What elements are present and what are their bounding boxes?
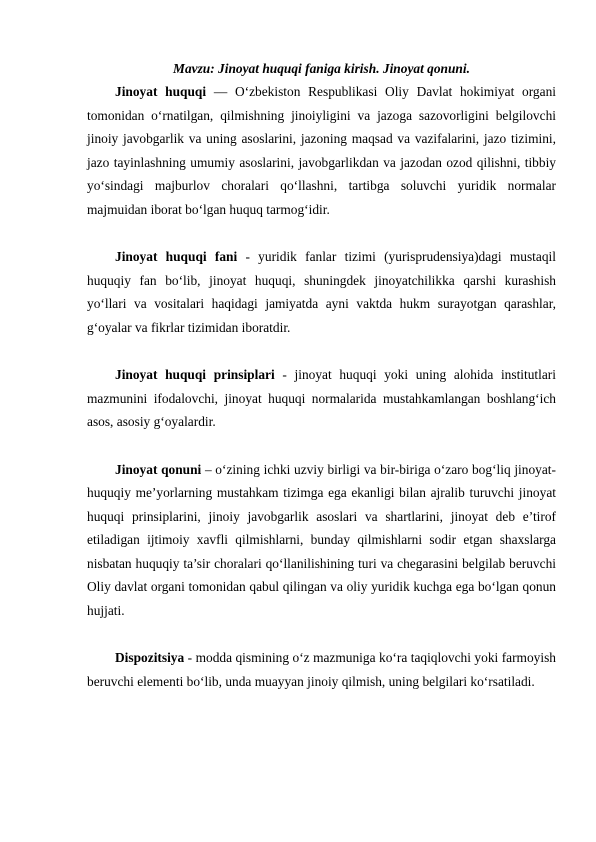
term-jinoyat-qonuni: Jinoyat qonuni: [115, 461, 202, 477]
document-page: [87, 58, 556, 693]
definition-dispozitsiya: - modda qismining o‘z mazmuniga ko‘ra taqiqlovchi yoki farmoyish beruvchi elementi bo‘lib, unda muayyan jinoiy qilmish, uning belgilari ko‘rsatiladi.: [87, 650, 556, 689]
definition-jinoyat-qonuni: – o‘zining ichki uzviy birligi va bir-biriga o‘zaro bog‘liq jinoyat-huquqiy me’yorlarning mustahkam tizimga ega ekanligi bilan ajralib turuvchi jinoyat huquqi prinsiplarini, jinoiy javobgarlik asoslari va shartlarini, jinoyat deb e’tirof etiladigan ijtimoiy xavfli qilmishlarni, bunday qilmishlarni sodir etgan shaxslarga nisbatan huquqiy ta’sir choralari qo‘llanilishining turi va chegarasini belgilab beruvchi Oliy davlat organi tomonidan qabul qilingan va oliy yuridik kuchga ega bo‘lgan qonun hujjati.: [87, 461, 556, 619]
definition-jinoyat-huquqi: — O‘zbekiston Respublikasi Oliy Davlat hokimiyat organi tomonidan o‘rnatilgan, qilmishning jinoiyligini va jazoga sazovorligini belgilovchi jinoiy javobgarlik va uning asoslarini, jazoning maqsad va vazifalarini, jazo tizimini, jazo tayinlashning umumiy asoslarini, javobgarlikdan va jazodan ozod qilishni, tibbiy yo‘sindagi majburlov choralari qo‘llashni, tartibga soluvchi yuridik normalar majmuidan iborat bo‘lgan huquq tarmog‘idir.: [87, 84, 556, 217]
document-title: Mavzu: Jinoyat huquqi faniga kirish. Jinoyat qonuni.: [173, 61, 470, 76]
paragraph-jinoyat-huquqi-prinsiplari: [87, 363, 556, 434]
paragraph-dispozitsiya: [87, 646, 556, 693]
paragraph-jinoyat-huquqi: [87, 80, 556, 222]
term-jinoyat-huquqi: Jinoyat huquqi: [115, 84, 207, 99]
term-jinoyat-huquqi-prinsiplari: Jinoyat huquqi prinsiplari: [115, 367, 275, 383]
definition-jinoyat-huquqi-prinsiplari: - jinoyat huquqi yoki uning alohida institutlari mazmunini ifodalovchi, jinoyat huquqi normalarida mustahkamlangan boshlang‘ich asos, asosiy g‘oyalardir.: [87, 367, 556, 430]
definition-jinoyat-huquqi-fani: - yuridik fanlar tizimi (yurisprudensiya)dagi mustaqil huquqiy fan bo‘lib, jinoyat huquqi, shuningdek jinoyatchilikka qarshi kurashish yo‘llari va vositalari haqidagi jamiyatda ayni vaktda hukm surayotgan qarashlar, g‘oyalar va fikrlar tizimidan iboratdir.: [87, 249, 556, 335]
term-jinoyat-huquqi-fani: Jinoyat huquqi fani: [115, 249, 238, 265]
paragraph-jinoyat-huquqi-fani: [87, 245, 556, 339]
paragraph-jinoyat-qonuni: [87, 458, 556, 623]
term-dispozitsiya: Dispozitsiya: [115, 650, 185, 666]
